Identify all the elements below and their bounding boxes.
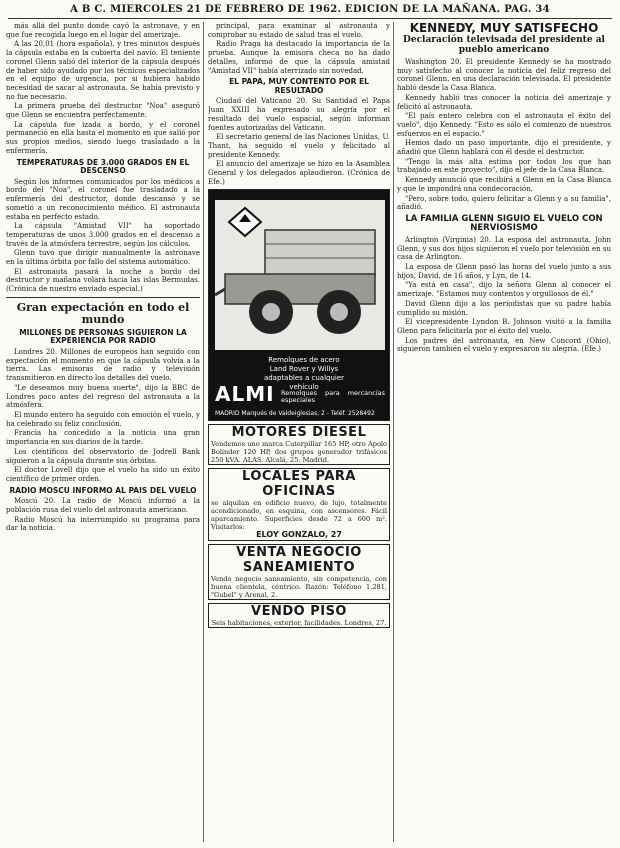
- locales-advertisement: [208, 468, 390, 541]
- subheading: TEMPERATURAS DE 3.000 GRADOS EN EL DESCENSO: [16, 157, 190, 176]
- ad-title: VENTA NEGOCIO SANEAMIENTO: [236, 545, 362, 576]
- article-paragraph: La cápsula fue izada a bordo, y el coronel permaneció en ella hasta el momento en que salió por sus propios medios, siendo luego trasladado a la enfermería.: [6, 120, 200, 155]
- headline: KENNEDY, MUY SATISFECHO: [409, 22, 599, 35]
- article-paragraph: Moscú 20. La radio de Moscú informó a la población rusa del vuelo del astronauta americano.: [6, 497, 200, 514]
- ad-text: Seis habitaciones, exterior, facilidades. Londres, 27.: [211, 619, 387, 628]
- motores-advertisement: [208, 424, 390, 465]
- column-divider: [393, 22, 394, 842]
- page-header: A B C. MIERCOLES 21 DE FEBRERO DE 1962. EDICION DE LA MAÑANA. PAG. 34: [8, 4, 612, 19]
- ad-title: LOCALES PARA OFICINAS: [242, 469, 356, 500]
- subheading: LA FAMILIA GLENN SIGUIO EL VUELO CON NERVIOSISMO: [405, 213, 603, 234]
- ad-title: MOTORES DIESEL: [231, 425, 367, 441]
- almi-address: MADRID Marqués de Valdeiglesias, 2 - Teléf. 2528492: [215, 409, 375, 417]
- article-paragraph: El mundo entero ha seguido con emoción el vuelo, y ha celebrado su feliz conclusión.: [6, 410, 200, 428]
- venta-advertisement: [208, 544, 390, 600]
- article-paragraph: Ciudad del Vaticano 20. Su Santidad el Papa Juan XXIII ha expresado su alegría por el resultado del vuelo espacial, según informan fuentes autorizadas del Vaticano.: [208, 97, 390, 132]
- ad-text: Vendemos uno marca Caterpillar 165 HP, otro Apolo Bolinder 120 HP, dos grupos generador trifásicos 250 kVA. ALAS. Alcalá, 25. Madrid.: [211, 440, 387, 465]
- subheadline: Declaración televisada del presidente al pueblo americano: [403, 35, 605, 55]
- headline: Gran expectación en todo el mundo: [16, 300, 190, 326]
- subheading: RADIO MOSCU INFORMO AL PAIS DEL VUELO: [9, 485, 197, 495]
- trailer-illustration: [215, 200, 385, 350]
- article-paragraph: El secretario general de las Naciones Unidas, U. Thant, ha seguido el vuelo y felicitado al presidente Kennedy.: [208, 133, 390, 159]
- article-paragraph: Londres 20. Millones de europeos han seguido con expectación el momento en que la cápsula volvía a la tierra. Las emisoras de radio y televisión transmitieron en directo los detalles del vuelo.: [6, 348, 200, 383]
- article-paragraph: Glenn tuvo que dirigir manualmente la astronave en la última órbita por fallo del sistema automático.: [6, 249, 200, 267]
- tagline-line: vehículo: [289, 383, 319, 392]
- article-paragraph: La primera prueba del destructor "Noa" aseguró que Glenn se encuentra perfectamente.: [6, 102, 200, 120]
- ad-title: VENDO PISO: [251, 604, 347, 620]
- tagline-line: adaptables a cualquier: [263, 374, 345, 383]
- article-paragraph: más allá del punto donde cayó la astronave, y en que fue recogida luego en el lugar del amerizaje.: [6, 22, 200, 39]
- article-paragraph: El doctor Lovell dijo que el vuelo ha sido un éxito científico de primer orden.: [6, 466, 200, 483]
- article-paragraph: El vicepresidente Lyndon B. Johnson visitó a la familia Glenn para felicitarla por el éxito del vuelo.: [397, 318, 611, 335]
- tagline-line: Land Rover y Willys: [269, 365, 339, 374]
- article-paragraph: "Pero, sobre todo, quiero felicitar a Glenn y a su familia", añadió.: [397, 194, 611, 212]
- article-paragraph: A las 20,01 (hora española), y tres minutos después la cápsula estaba en la cubierta del navío. El teniente coronel Glenn salió del interior de la cápsula después de haber sido ayudado por los técnicos especializados en el equipo de urgencia, por si hubiera habido necesidad de sacar al astronauta. Se había previsto y no fue necesario.: [6, 40, 200, 101]
- almi-slogan: Remolques para mercancías especiales: [281, 389, 385, 405]
- article-paragraph: El astronauta pasará la noche a bordo del destructor y mañana volará hacia las islas Bermudas. (Crónica de nuestro enviado especial.): [6, 267, 200, 294]
- almi-advertisement: [208, 189, 390, 421]
- article-paragraph: Francia ha concedido a la noticia una gran importancia en sus diarios de la tarde.: [6, 429, 200, 447]
- subheading: MILLONES DE PERSONAS SIGUIERON LA EXPERIENCIA POR RADIO: [19, 327, 187, 346]
- column-divider: [203, 22, 204, 842]
- article-paragraph: Kennedy anunció que recibirá a Glenn en la Casa Blanca y que le impondrá una condecoración.: [397, 176, 611, 193]
- article-paragraph: "Tengo la más alta estima por todos los que han trabajado en este proyecto", dijo el jefe de la Casa Blanca.: [397, 157, 611, 175]
- article-paragraph: David Glenn dijo a los periodistas que su padre había cumplido su misión.: [397, 299, 611, 317]
- article-paragraph: El anuncio del amerizaje se hizo en la Asamblea General y los delegados aplaudieron. (Crónica de Efe.): [208, 160, 390, 186]
- article-paragraph: Según los informes comunicados por los médicos a bordo del "Noa", el coronel fue trasladado a la enfermería del destructor, donde descansó y se sometió a un reconocimiento médico. El astronauta estaba en perfecto estado.: [6, 177, 200, 221]
- piso-advertisement: [208, 603, 390, 628]
- article-paragraph: Kennedy habló tras conocer la noticia del amerizaje y felicitó al astronauta.: [397, 93, 611, 111]
- article-paragraph: "El país entero celebra con el astronauta el éxito del vuelo", dijo Kennedy. "Esto es sólo el comienzo de nuestros esfuerzos en el espacio.": [397, 112, 611, 138]
- article-paragraph: Radio Moscú ha interrumpido su programa para dar la noticia.: [6, 515, 200, 533]
- column-1: [6, 22, 200, 844]
- column-2: [208, 22, 390, 844]
- article-paragraph: Washington 20. El presidente Kennedy se ha mostrado muy satisfecho al conocer la noticia del feliz regreso del coronel Glenn, en una declaración televisada. El presidente habló desde la Casa Blanca.: [397, 58, 611, 93]
- article-paragraph: La cápsula "Amistad VII" ha soportado temperaturas de unos 3.000 grados en el descenso a través de la atmósfera terrestre, según los cálculos.: [6, 222, 200, 248]
- column-3: [397, 22, 611, 844]
- article-paragraph: "Ya está en casa", dijo la señora Glenn al conocer el amerizaje. "Estamos muy contentos y orgullosos de él.": [397, 281, 611, 299]
- article-paragraph: principal, para examinar al astronauta y comprobar su estado de salud tras el vuelo.: [208, 22, 390, 39]
- article-paragraph: "Le deseamos muy buena suerte", dijo la BBC de Londres poco antes del regreso del astronauta a la atmósfera.: [6, 383, 200, 410]
- tagline-line: Remolques de acero: [268, 356, 340, 365]
- almi-brand: ALMI: [215, 382, 275, 407]
- article-paragraph: Hemos dado un paso importante, dijo el presidente, y añadió que Glenn hablará con él desde el destructor.: [397, 139, 611, 157]
- divider: [6, 297, 200, 298]
- ad-text: se alquilan en edificio nuevo, de lujo, totalmente acondicionado, en esquina, con ascensores. Fácil aparcamiento. Superficies desde 72 a 600 m². Visitarlos:: [211, 499, 387, 532]
- article-paragraph: Radio Praga ha destacado la importancia de la prueba. Aunque la emisora checa no ha dado detalles, informó de que la cápsula amistad "Amistad VII" había aterrizado sin novedad.: [208, 40, 390, 75]
- ad-footer: ELOY GONZALO, 27: [256, 530, 342, 540]
- article-paragraph: La esposa de Glenn pasó las horas del vuelo junto a sus hijos, David, de 16 años, y Lyn, de 14.: [397, 263, 611, 280]
- article-paragraph: Los científicos del observatorio de Jodrell Bank siguieron a la cápsula durante sus órbitas.: [6, 447, 200, 465]
- ad-text: Vendo negocio saneamiento, sin competencia, con buena clientela, céntrico. Razón: Teléfono 1.281, "Gubel" y Arenal, 2.: [211, 575, 387, 600]
- article-paragraph: Los padres del astronauta, en New Concord (Ohio), siguieron también el vuelo y expresaron su alegría. (Efe.): [397, 336, 611, 354]
- trailer-photo: [215, 200, 385, 350]
- subheading: EL PAPA, MUY CONTENTO POR EL RESULTADO: [229, 77, 369, 95]
- article-paragraph: Arlington (Virginia) 20. La esposa del astronauta, John Glenn, y sus dos hijos siguieron el vuelo por televisión en su casa de Arlington.: [397, 235, 611, 262]
